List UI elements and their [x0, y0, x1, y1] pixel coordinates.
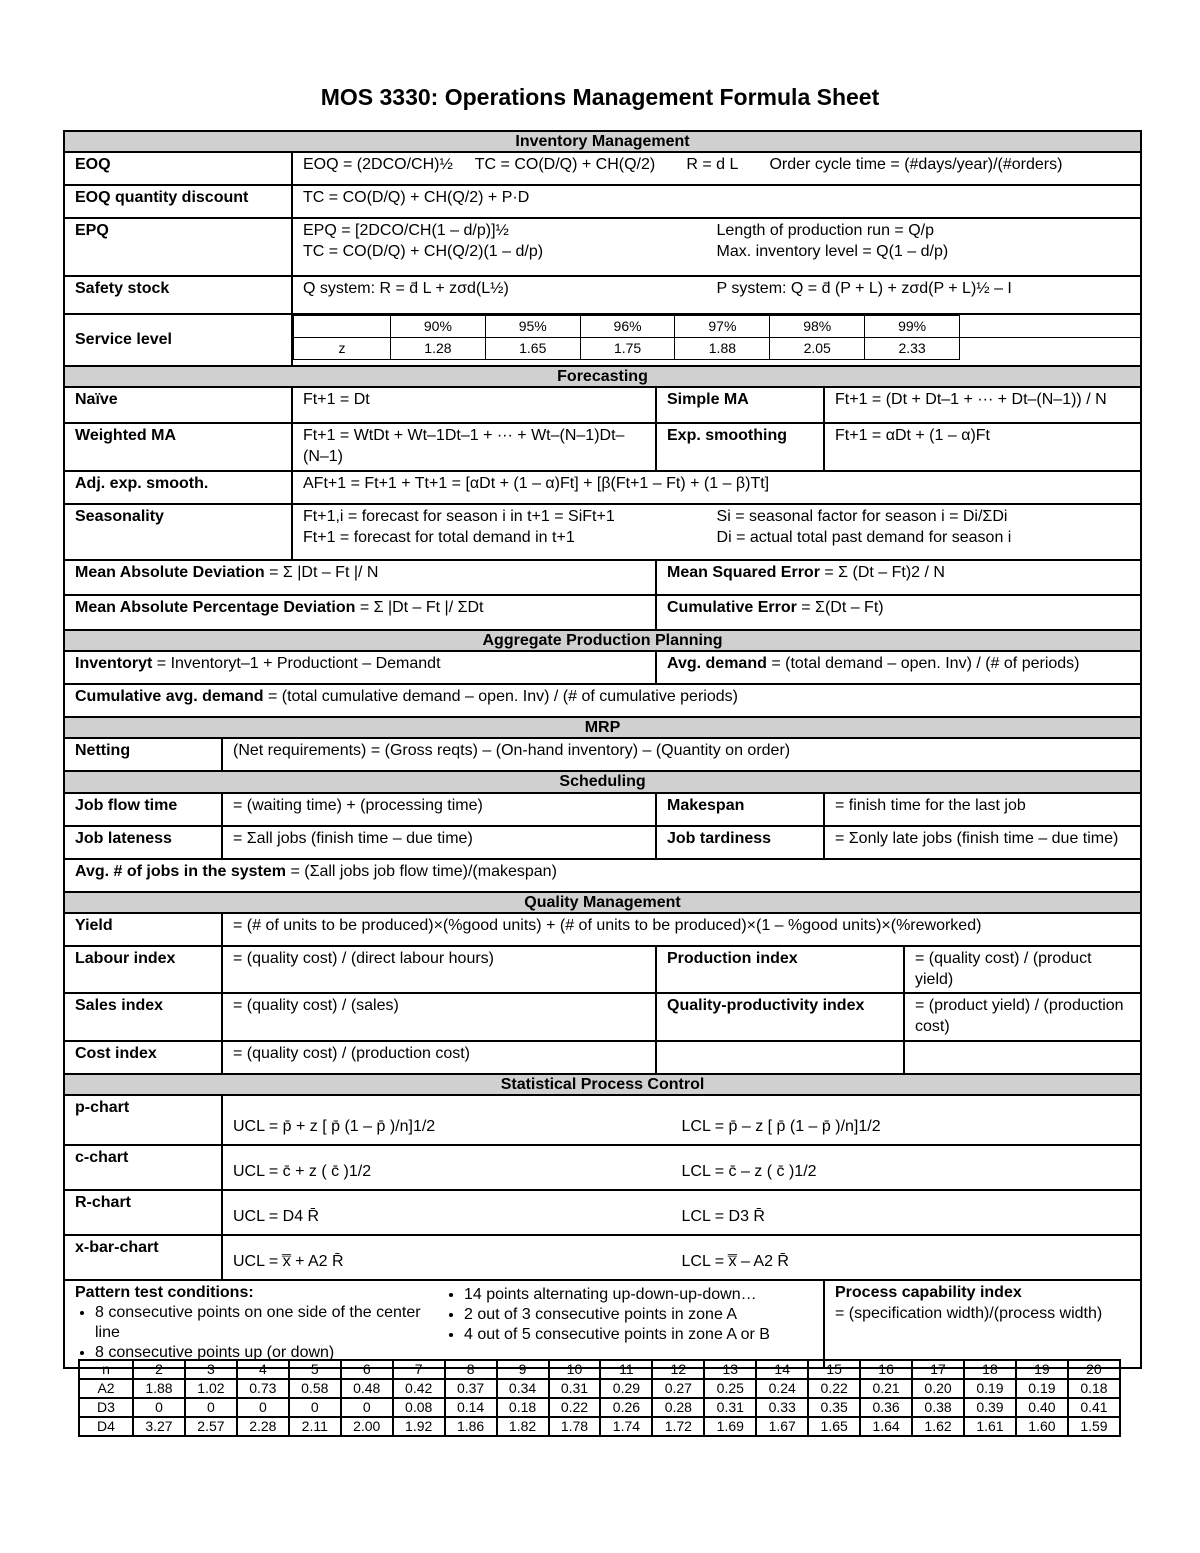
constants-value: 1.74: [600, 1417, 652, 1436]
constants-value: 1.62: [912, 1417, 964, 1436]
constants-value: 1.60: [1016, 1417, 1068, 1436]
constants-value: 0.18: [1068, 1379, 1120, 1398]
mad-label: Mean Absolute Deviation: [75, 563, 265, 581]
constants-value: 0.19: [964, 1379, 1016, 1398]
naive-label: Naïve: [64, 387, 292, 423]
production-index-formula: = (quality cost) / (product yield): [904, 946, 1141, 994]
app-inventory-label: Inventoryt: [75, 655, 153, 673]
flow-label: Job flow time: [64, 793, 222, 826]
ss-label: Safety stock: [64, 276, 292, 314]
yield-formula: = (# of units to be produced)×(%good units) + (# of units to be produced)×(1 – %good units)×(%reworked): [222, 913, 1141, 946]
es-label: Exp. smoothing: [656, 423, 824, 471]
x-lcl: LCL = x̿ – A2 R̄: [681, 1253, 789, 1271]
season-forecast: Ft+1,i = forecast for season i in t+1 = SiFt+1: [303, 507, 615, 525]
constants-value: 0.27: [652, 1379, 704, 1398]
constants-value: 0.73: [237, 1379, 289, 1398]
aes-formula: AFt+1 = Ft+1 + Tt+1 = [αDt + (1 – α)Ft] + [β(Ft+1 – Ft) + (1 – β)Tt]: [292, 471, 1141, 504]
ce-label: Cumulative Error: [667, 598, 797, 616]
app-avg-label: Avg. demand: [667, 655, 767, 673]
lateness-formula: = Σall jobs (finish time – due time): [222, 826, 656, 859]
constants-value: 1.02: [185, 1379, 237, 1398]
constants-value: 0.31: [549, 1379, 601, 1398]
x-bar-chart-limits: [222, 1235, 1141, 1280]
reorder-point: R = d L: [686, 156, 739, 174]
pattern-item: • 2 out of 3 consecutive points in zone A: [464, 1305, 813, 1325]
section-scheduling: Scheduling: [64, 771, 1141, 792]
r-lcl: LCL = D3 R̄: [681, 1208, 765, 1226]
c-chart-label: c-chart: [64, 1145, 222, 1190]
constants-value: 0: [341, 1398, 393, 1417]
pattern-item: • 8 consecutive points up (or down): [95, 1343, 444, 1363]
constants-row-label: A2: [79, 1379, 133, 1398]
pattern-item: • 14 points alternating up-down-up-down…: [464, 1285, 813, 1305]
constants-value: 0.42: [393, 1379, 445, 1398]
page-title: MOS 3330: Operations Management Formula Sheet: [320, 84, 880, 110]
c-lcl: LCL = c̄ – z ( c̄ )1/2: [681, 1163, 817, 1181]
constants-value: 18: [964, 1360, 1016, 1379]
constants-value: 6: [341, 1360, 393, 1379]
qp-label: Quality-productivity index: [656, 993, 904, 1041]
mapd-label: Mean Absolute Percentage Deviation: [75, 598, 356, 616]
sl-z: 1.28: [391, 338, 486, 360]
sma-formula: Ft+1 = (Dt + Dt–1 + ··· + Dt–(N–1)) / N: [824, 387, 1141, 423]
constants-value: 16: [860, 1360, 912, 1379]
constants-value: 0.34: [497, 1379, 549, 1398]
constants-value: 0.18: [497, 1398, 549, 1417]
p-lcl: LCL = p̄ – z [ p̄ (1 – p̄ )/n]1/2: [681, 1118, 881, 1136]
ss-formulas: [292, 276, 1141, 314]
netting-formula: (Net requirements) = (Gross reqts) – (On-hand inventory) – (Quantity on order): [222, 738, 1141, 771]
app-avg-formula: = (total demand – open. Inv) / (# of periods): [766, 655, 1080, 673]
p-system: P system: Q = d̄ (P + L) + zσd(P + L)½ – I: [716, 280, 1012, 298]
constants-value: 1.59: [1068, 1417, 1120, 1436]
section-spc: Statistical Process Control: [64, 1074, 1141, 1095]
x-bar-chart-label: x-bar-chart: [64, 1235, 222, 1280]
constants-value: 0: [133, 1398, 185, 1417]
cost-label: Cost index: [64, 1041, 222, 1074]
constants-value: 1.72: [652, 1417, 704, 1436]
constants-value: 9: [497, 1360, 549, 1379]
section-quality: Quality Management: [64, 892, 1141, 913]
mapd-formula: = Σ |Dt – Ft |/ ΣDt: [355, 598, 484, 616]
seas-formulas: [292, 504, 1141, 560]
x-ucl: UCL = x̿ + A2 R̄: [233, 1253, 344, 1271]
epq-formula: EPQ = [2DCO/CH(1 – d/p)]½: [303, 222, 509, 240]
constants-value: 3.27: [133, 1417, 185, 1436]
sales-label: Sales index: [64, 993, 222, 1041]
constants-row-label: D3: [79, 1398, 133, 1417]
production-run: Length of production run = Q/p: [716, 222, 934, 240]
order-cycle-time: Order cycle time = (#days/year)/(#orders): [769, 156, 1063, 174]
constants-value: 1.92: [393, 1417, 445, 1436]
constants-value: 20: [1068, 1360, 1120, 1379]
constants-value: 0.41: [1068, 1398, 1120, 1417]
constants-row: [79, 1417, 1120, 1436]
pattern-tests: [64, 1280, 824, 1368]
section-app: Aggregate Production Planning: [64, 630, 1141, 651]
constants-value: 0.40: [1016, 1398, 1068, 1417]
constants-value: 0.36: [860, 1398, 912, 1417]
netting-label: Netting: [64, 738, 222, 771]
constants-value: 1.65: [808, 1417, 860, 1436]
sl-level: 95%: [485, 316, 580, 338]
epq-total-cost: TC = CO(D/Q) + CH(Q/2)(1 – d/p): [303, 242, 544, 260]
ce-cell: [656, 595, 1141, 630]
service-level-table: [293, 315, 1140, 360]
app-avg-cell: [656, 651, 1141, 684]
es-formula: Ft+1 = αDt + (1 – α)Ft: [824, 423, 1141, 471]
sl-z: 2.05: [770, 338, 865, 360]
cost-formula: = (quality cost) / (production cost): [222, 1041, 656, 1074]
avg-jobs-cell: [64, 859, 1141, 892]
constants-value: 8: [445, 1360, 497, 1379]
wma-label: Weighted MA: [64, 423, 292, 471]
c-chart-limits: [222, 1145, 1141, 1190]
constants-value: 0.38: [912, 1398, 964, 1417]
constants-value: 19: [1016, 1360, 1068, 1379]
sl-table-cell: [292, 314, 1141, 366]
constants-row-label: n: [79, 1360, 133, 1379]
constants-value: 0.26: [600, 1398, 652, 1417]
constants-value: 4: [237, 1360, 289, 1379]
app-cum-cell: [64, 684, 1141, 717]
sl-level: 99%: [865, 316, 960, 338]
constants-value: 0.21: [860, 1379, 912, 1398]
constants-value: 0.14: [445, 1398, 497, 1417]
empty-cell: [904, 1041, 1141, 1074]
constants-value: 0.08: [393, 1398, 445, 1417]
makespan-label: Makespan: [656, 793, 824, 826]
sl-level: 90%: [391, 316, 486, 338]
c-ucl: UCL = c̄ + z ( c̄ )1/2: [233, 1163, 372, 1181]
sales-formula: = (quality cost) / (sales): [222, 993, 656, 1041]
wma-formula: Ft+1 = WtDt + Wt–1Dt–1 + ··· + Wt–(N–1)Dt–(N–1): [292, 423, 656, 471]
sl-label: Service level: [64, 314, 292, 366]
pattern-item: • 8 consecutive points on one side of the center line: [95, 1303, 444, 1343]
constants-value: 0.28: [652, 1398, 704, 1417]
constants-value: 0.20: [912, 1379, 964, 1398]
eoq-label: EOQ: [64, 152, 292, 185]
past-demand: Di = actual total past demand for season i: [716, 528, 1012, 546]
p-chart-limits: [222, 1095, 1141, 1145]
constants-value: 1.86: [445, 1417, 497, 1436]
constants-row: [79, 1379, 1120, 1398]
constants-value: 2.57: [185, 1417, 237, 1436]
eoq-total-cost: TC = CO(D/Q) + CH(Q/2): [474, 156, 656, 174]
seas-label: Seasonality: [64, 504, 292, 560]
constants-value: 0: [185, 1398, 237, 1417]
sl-z: 1.75: [580, 338, 675, 360]
constants-value: 1.69: [704, 1417, 756, 1436]
section-mrp: MRP: [64, 717, 1141, 738]
constants-value: 13: [704, 1360, 756, 1379]
app-inventory-formula: = Inventoryt–1 + Productiont – Demandt: [152, 655, 441, 673]
sl-empty: [960, 338, 1141, 360]
constants-value: 0: [237, 1398, 289, 1417]
constants-value: 0.48: [341, 1379, 393, 1398]
constants-value: 0.29: [600, 1379, 652, 1398]
pattern-item: • 4 out of 5 consecutive points in zone A or B: [464, 1325, 813, 1345]
constants-value: 1.78: [549, 1417, 601, 1436]
constants-row: [79, 1398, 1120, 1417]
sma-label: Simple MA: [656, 387, 824, 423]
empty-cell: [656, 1041, 904, 1074]
constants-value: 2.00: [341, 1417, 393, 1436]
mse-formula: = Σ (Dt – Ft)2 / N: [819, 563, 945, 581]
mad-cell: [64, 560, 656, 595]
sl-z: 1.65: [485, 338, 580, 360]
control-chart-constants: [78, 1359, 1121, 1437]
constants-value: 17: [912, 1360, 964, 1379]
constants-value: 0.25: [704, 1379, 756, 1398]
mapd-cell: [64, 595, 656, 630]
constants-value: 1.64: [860, 1417, 912, 1436]
epq-label: EPQ: [64, 218, 292, 276]
constants-value: 0.33: [756, 1398, 808, 1417]
constants-value: 1.88: [133, 1379, 185, 1398]
labour-formula: = (quality cost) / (direct labour hours): [222, 946, 656, 994]
max-inventory: Max. inventory level = Q(1 – d/p): [716, 242, 949, 260]
constants-value: 0.19: [1016, 1379, 1068, 1398]
qd-label: EOQ quantity discount: [64, 185, 292, 218]
constants-value: 14: [756, 1360, 808, 1379]
total-forecast: Ft+1 = forecast for total demand in t+1: [303, 528, 575, 546]
lateness-label: Job lateness: [64, 826, 222, 859]
sl-level: 96%: [580, 316, 675, 338]
epq-formulas: [292, 218, 1141, 276]
capability-title: Process capability index: [835, 1284, 1022, 1302]
ce-formula: = Σ(Dt – Ft): [796, 598, 884, 616]
constants-value: 12: [652, 1360, 704, 1379]
constants-value: 5: [289, 1360, 341, 1379]
constants-value: 0.24: [756, 1379, 808, 1398]
constants-value: 1.82: [497, 1417, 549, 1436]
sl-z: 2.33: [865, 338, 960, 360]
capability-cell: [824, 1280, 1141, 1368]
mad-formula: = Σ |Dt – Ft |/ N: [264, 563, 379, 581]
capability-formula: = (specification width)/(process width): [835, 1304, 1103, 1322]
sl-z: 1.88: [675, 338, 770, 360]
constants-value: 0.37: [445, 1379, 497, 1398]
constants-value: 0.58: [289, 1379, 341, 1398]
constants-value: 1.67: [756, 1417, 808, 1436]
pattern-title: Pattern test conditions:: [75, 1284, 254, 1302]
p-ucl: UCL = p̄ + z [ p̄ (1 – p̄ )/n]1/2: [233, 1118, 436, 1136]
r-chart-label: R-chart: [64, 1190, 222, 1235]
eoq-formulas: [292, 152, 1141, 185]
constants-row: [79, 1360, 1120, 1379]
naive-formula: Ft+1 = Dt: [292, 387, 656, 423]
constants-value: 15: [808, 1360, 860, 1379]
constants-value: 0.35: [808, 1398, 860, 1417]
seasonal-factor: Si = seasonal factor for season i = Di/ΣDi: [716, 507, 1008, 525]
constants-value: 2.11: [289, 1417, 341, 1436]
app-cum-label: Cumulative avg. demand: [75, 688, 264, 706]
formula-table: [63, 130, 1142, 1369]
tardiness-formula: = Σonly late jobs (finish time – due time): [824, 826, 1141, 859]
aes-label: Adj. exp. smooth.: [64, 471, 292, 504]
constants-value: 0.22: [549, 1398, 601, 1417]
constants-value: 0.31: [704, 1398, 756, 1417]
p-chart-label: p-chart: [64, 1095, 222, 1145]
constants-value: 2: [133, 1360, 185, 1379]
app-cum-formula: = (total cumulative demand – open. Inv) / (# of cumulative periods): [263, 688, 738, 706]
qp-formula: = (product yield) / (production cost): [904, 993, 1141, 1041]
constants-value: 11: [600, 1360, 652, 1379]
qd-formula: TC = CO(D/Q) + CH(Q/2) + P·D: [292, 185, 1141, 218]
sl-empty: [960, 316, 1141, 338]
eoq-formula: EOQ = (2DCO/CH)½: [303, 156, 453, 174]
tardiness-label: Job tardiness: [656, 826, 824, 859]
yield-label: Yield: [64, 913, 222, 946]
mse-cell: [656, 560, 1141, 595]
sl-z-label: z: [294, 338, 391, 360]
flow-formula: = (waiting time) + (processing time): [222, 793, 656, 826]
constants-value: 10: [549, 1360, 601, 1379]
sl-level: 97%: [675, 316, 770, 338]
sl-blank: [294, 316, 391, 338]
avg-jobs-label: Avg. # of jobs in the system: [75, 862, 287, 880]
labour-label: Labour index: [64, 946, 222, 994]
constants-value: 0.39: [964, 1398, 1016, 1417]
section-forecasting: Forecasting: [64, 366, 1141, 387]
avg-jobs-formula: = (Σall jobs job flow time)/(makespan): [286, 862, 557, 880]
constants-value: 0.22: [808, 1379, 860, 1398]
constants-value: 0: [289, 1398, 341, 1417]
constants-value: 2.28: [237, 1417, 289, 1436]
q-system: Q system: R = d̄ L + zσd(L½): [303, 280, 509, 298]
constants-row-label: D4: [79, 1417, 133, 1436]
app-inventory-cell: [64, 651, 656, 684]
r-chart-limits: [222, 1190, 1141, 1235]
sl-level: 98%: [770, 316, 865, 338]
section-inventory: Inventory Management: [64, 131, 1141, 152]
mse-label: Mean Squared Error: [667, 563, 820, 581]
constants-value: 1.61: [964, 1417, 1016, 1436]
r-ucl: UCL = D4 R̄: [233, 1208, 320, 1226]
makespan-formula: = finish time for the last job: [824, 793, 1141, 826]
constants-value: 3: [185, 1360, 237, 1379]
constants-value: 7: [393, 1360, 445, 1379]
production-index-label: Production index: [656, 946, 904, 994]
